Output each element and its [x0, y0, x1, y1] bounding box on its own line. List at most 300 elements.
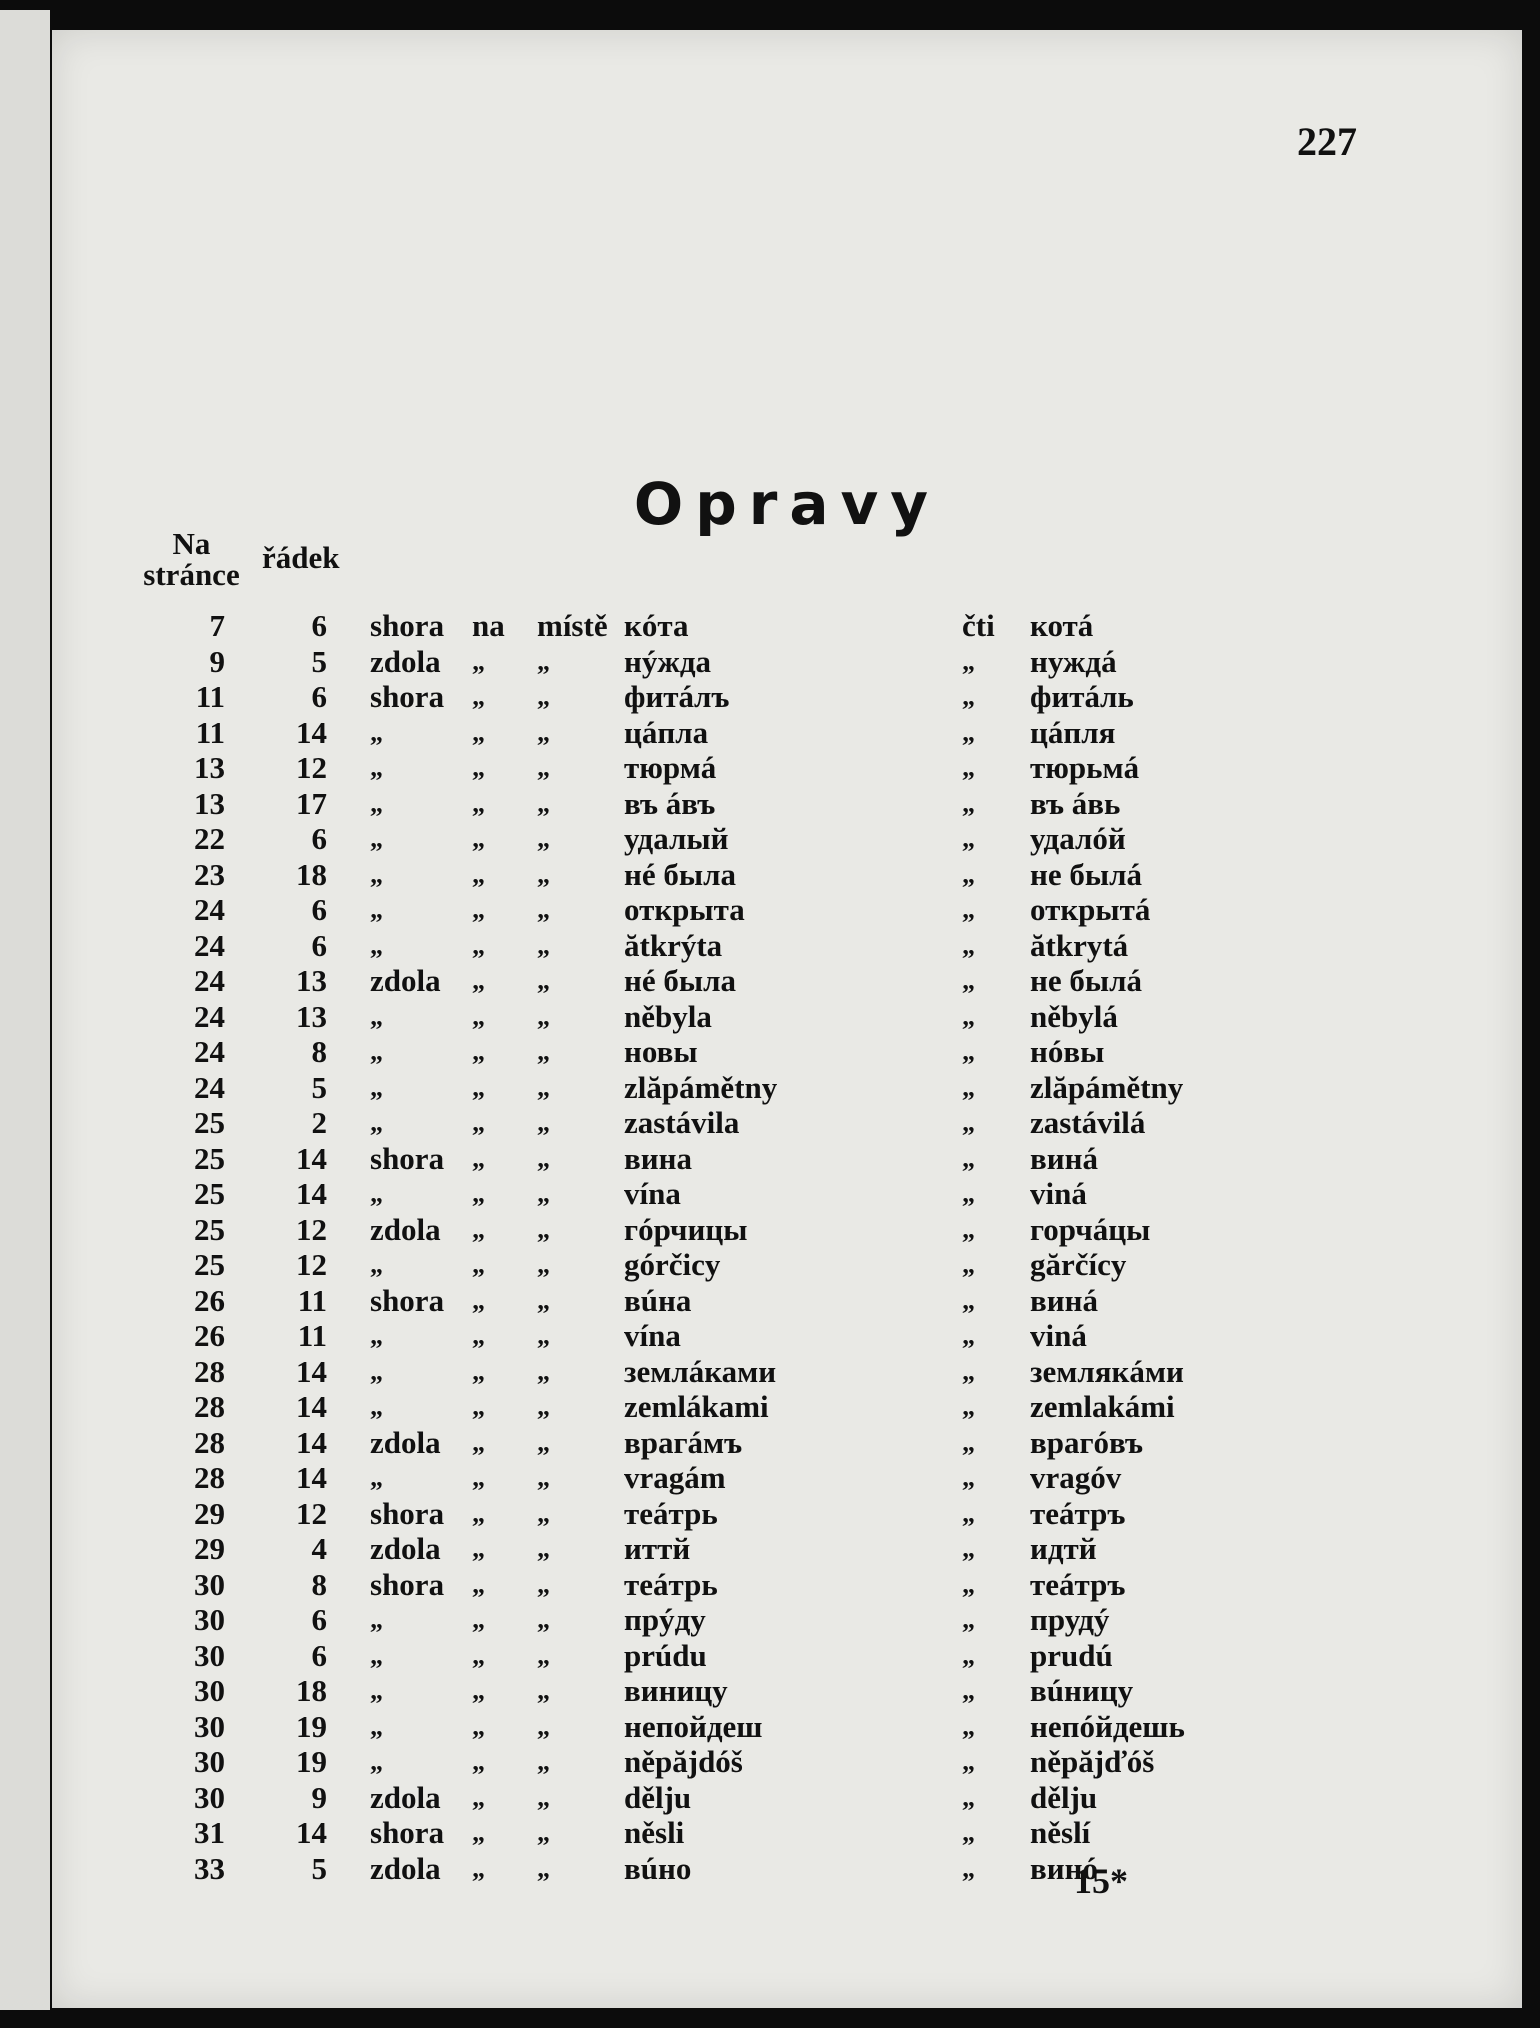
row-line: 12: [296, 1211, 327, 1247]
row-na: „: [472, 1605, 485, 1634]
row-misto: „: [537, 1250, 550, 1279]
row-correct-text: вúницу: [1030, 1673, 1134, 1708]
row-na: „: [472, 1853, 485, 1883]
row-cti: „: [962, 1285, 975, 1315]
row-cti: „: [962, 1179, 975, 1208]
table-row: [52, 1034, 1522, 1070]
row-direction: „: [370, 717, 383, 747]
page-title: Opravy: [633, 470, 941, 538]
header-page-top: Na: [172, 526, 211, 561]
table-row: [52, 750, 1522, 786]
row-direction: shora: [370, 1566, 445, 1602]
row-correct-text: нóвы: [1030, 1034, 1105, 1069]
row-line: 11: [297, 1318, 327, 1353]
row-line: 6: [311, 927, 327, 963]
row-misto: „: [537, 1392, 550, 1421]
row-wrong-text: цáпла: [624, 714, 709, 750]
table-row: [52, 1070, 1522, 1106]
row-wrong-text: vína: [624, 1176, 681, 1211]
row-correct-text: zastávilá: [1030, 1105, 1146, 1140]
row-na: „: [472, 1782, 485, 1812]
row-wrong-text: нé была: [624, 856, 736, 892]
row-misto: „: [537, 1427, 550, 1457]
row-line: 14: [296, 1353, 327, 1389]
document-page: [52, 30, 1522, 2008]
row-direction: „: [370, 1676, 383, 1705]
row-page: 25: [194, 1247, 225, 1282]
row-misto: „: [537, 1108, 550, 1137]
row-misto: „: [537, 1818, 550, 1847]
table-row: [52, 857, 1522, 893]
row-correct-text: ătkrytá: [1030, 927, 1129, 963]
table-row: [52, 1567, 1522, 1603]
table-row: [52, 1283, 1522, 1319]
row-wrong-text: тюрмá: [624, 750, 717, 785]
row-misto: „: [537, 753, 550, 782]
row-na: „: [472, 1569, 485, 1599]
row-na: „: [472, 1321, 485, 1350]
row-na: „: [472, 1676, 485, 1705]
header-line-column: řádek: [262, 540, 340, 575]
row-wrong-text: zlăpámětny: [624, 1069, 778, 1105]
row-page: 30: [194, 1602, 225, 1637]
row-correct-text: фитáль: [1030, 679, 1134, 714]
table-row: [52, 1105, 1522, 1141]
row-correct-text: gărčícy: [1030, 1247, 1127, 1282]
row-wrong-text: zemlákami: [624, 1389, 769, 1424]
row-correct-text: цáпля: [1030, 714, 1116, 750]
row-line: 14: [296, 1389, 327, 1424]
row-misto: „: [537, 1534, 550, 1563]
row-wrong-text: вúно: [624, 1850, 692, 1886]
row-page: 30: [194, 1744, 225, 1779]
row-na: „: [472, 682, 485, 711]
row-na: „: [472, 1250, 485, 1279]
table-row: [52, 1638, 1522, 1674]
table-row: [52, 1709, 1522, 1745]
row-direction: „: [370, 788, 383, 818]
row-cti: „: [962, 1108, 975, 1137]
row-wrong-text: prúdu: [624, 1637, 707, 1673]
row-direction: shora: [370, 1282, 445, 1318]
row-direction: „: [370, 1640, 383, 1670]
signature-mark: 15*: [1074, 1861, 1128, 1901]
row-wrong-text: фитáлъ: [624, 679, 730, 714]
row-misto: „: [537, 1214, 550, 1244]
row-na: „: [472, 1498, 485, 1528]
table-row: [52, 928, 1522, 964]
row-correct-text: теáтръ: [1030, 1495, 1126, 1531]
row-direction: zdola: [370, 1850, 441, 1886]
row-wrong-text: vína: [624, 1318, 681, 1353]
row-page: 33: [194, 1850, 225, 1886]
row-page: 30: [194, 1708, 225, 1744]
row-correct-text: землякáми: [1030, 1353, 1184, 1389]
row-direction: „: [370, 1072, 383, 1102]
row-na: „: [472, 1001, 485, 1031]
row-page: 25: [194, 1105, 225, 1140]
row-wrong-text: vragám: [624, 1460, 726, 1495]
row-misto: „: [537, 859, 550, 889]
row-na: „: [472, 646, 485, 676]
adjacent-page-edge: [0, 10, 50, 2010]
table-row: [52, 1673, 1522, 1709]
page-number: 227: [1297, 119, 1357, 164]
row-direction: „: [370, 1605, 383, 1634]
header-page-bottom: stránce: [143, 557, 240, 592]
table-row: [52, 1851, 1522, 1887]
row-misto: „: [537, 1569, 550, 1599]
row-line: 6: [311, 821, 327, 856]
table-row: [52, 1354, 1522, 1390]
row-line: 5: [311, 643, 327, 679]
row-misto: „: [537, 1676, 550, 1705]
row-direction: „: [370, 1711, 383, 1741]
row-page: 24: [194, 892, 225, 927]
row-line: 6: [311, 608, 327, 643]
row-cti: „: [962, 1711, 975, 1741]
row-cti: „: [962, 1640, 975, 1670]
table-row: [52, 1744, 1522, 1780]
row-misto: „: [537, 1285, 550, 1315]
row-direction: „: [370, 1179, 383, 1208]
row-wrong-text: новы: [624, 1034, 698, 1069]
table-row: [52, 1212, 1522, 1248]
row-misto: „: [537, 717, 550, 747]
row-line: 12: [296, 750, 327, 785]
row-page: 25: [194, 1211, 225, 1247]
row-misto: „: [537, 1001, 550, 1031]
row-page: 30: [194, 1637, 225, 1673]
row-misto: „: [537, 1463, 550, 1492]
row-line: 8: [311, 1034, 327, 1069]
row-cti: „: [962, 1782, 975, 1812]
row-misto: „: [537, 824, 550, 853]
row-page: 11: [195, 679, 225, 714]
table-row: [52, 1176, 1522, 1212]
row-page: 7: [209, 608, 225, 643]
row-cti: „: [962, 717, 975, 747]
row-correct-text: zemlakámi: [1030, 1389, 1175, 1424]
row-correct-text: vragóv: [1030, 1460, 1122, 1495]
row-line: 14: [296, 1140, 327, 1176]
row-cti: „: [962, 646, 975, 676]
errata-table: [52, 608, 1522, 1886]
table-row: [52, 963, 1522, 999]
row-na: „: [472, 1534, 485, 1563]
row-page: 9: [209, 643, 225, 679]
row-line: 13: [296, 998, 327, 1034]
row-direction: zdola: [370, 963, 441, 998]
row-correct-text: zlăpámětny: [1030, 1069, 1184, 1105]
row-direction: zdola: [370, 1211, 441, 1247]
row-page: 13: [194, 750, 225, 785]
row-line: 14: [296, 1815, 327, 1850]
table-row: [52, 679, 1522, 715]
row-page: 24: [194, 1069, 225, 1105]
row-wrong-text: виницу: [624, 1673, 728, 1708]
row-na: „: [472, 1463, 485, 1492]
row-page: 31: [194, 1815, 225, 1850]
row-misto: „: [537, 1747, 550, 1776]
row-direction: „: [370, 1250, 383, 1279]
table-row: [52, 786, 1522, 822]
table-row: [52, 1602, 1522, 1638]
row-misto: „: [537, 1037, 550, 1066]
row-na: „: [472, 1392, 485, 1421]
row-page: 22: [194, 821, 225, 856]
row-cti: „: [962, 1001, 975, 1031]
table-row: [52, 892, 1522, 928]
row-cti: „: [962, 1392, 975, 1421]
row-page: 30: [194, 1566, 225, 1602]
row-line: 6: [311, 679, 327, 714]
row-page: 29: [194, 1495, 225, 1531]
row-correct-text: удалóй: [1030, 821, 1126, 856]
table-row: [52, 1389, 1522, 1425]
row-na: „: [472, 1214, 485, 1244]
row-misto: „: [537, 788, 550, 818]
row-page: 25: [194, 1176, 225, 1211]
row-cti: „: [962, 859, 975, 889]
row-page: 29: [194, 1531, 225, 1566]
row-page: 24: [194, 927, 225, 963]
row-page: 25: [194, 1140, 225, 1176]
table-row: [52, 715, 1522, 751]
row-na: „: [472, 824, 485, 853]
row-misto: „: [537, 966, 550, 995]
row-correct-text: něbylá: [1030, 998, 1118, 1034]
row-na: „: [472, 1072, 485, 1102]
row-cti: „: [962, 930, 975, 960]
row-direction: shora: [370, 679, 445, 714]
row-line: 6: [311, 892, 327, 927]
row-wrong-text: něbyla: [624, 998, 712, 1034]
row-direction: shora: [370, 1815, 445, 1850]
row-page: 30: [194, 1779, 225, 1815]
row-na: „: [472, 1179, 485, 1208]
row-direction: „: [370, 1037, 383, 1066]
row-line: 4: [311, 1531, 327, 1566]
row-na: „: [472, 1037, 485, 1066]
row-direction: „: [370, 1392, 383, 1421]
row-wrong-text: dělju: [624, 1779, 692, 1815]
row-page: 28: [194, 1389, 225, 1424]
row-wrong-text: прýду: [624, 1602, 706, 1637]
row-wrong-text: въ áвъ: [624, 785, 716, 821]
row-line: 14: [296, 1424, 327, 1460]
row-misto: „: [537, 1605, 550, 1634]
row-na: na: [472, 608, 505, 643]
row-cti: „: [962, 1818, 975, 1847]
row-wrong-text: теáтрь: [624, 1495, 718, 1531]
row-na: „: [472, 1640, 485, 1670]
row-na: „: [472, 930, 485, 960]
row-line: 2: [311, 1105, 327, 1140]
row-correct-text: непóйдешь: [1030, 1708, 1185, 1744]
row-cti: „: [962, 788, 975, 818]
row-page: 24: [194, 963, 225, 998]
row-correct-text: něpăjďóš: [1030, 1744, 1155, 1779]
row-wrong-text: землáками: [624, 1353, 777, 1389]
row-misto: „: [537, 1782, 550, 1812]
row-cti: „: [962, 1498, 975, 1528]
row-cti: „: [962, 1321, 975, 1350]
row-wrong-text: вúна: [624, 1282, 692, 1318]
row-correct-text: винá: [1030, 1282, 1098, 1318]
row-na: „: [472, 966, 485, 995]
row-page: 24: [194, 1034, 225, 1069]
row-misto: „: [537, 1853, 550, 1883]
row-wrong-text: удалый: [624, 821, 729, 856]
row-cti: čti: [962, 608, 995, 643]
row-misto: „: [537, 930, 550, 960]
row-misto: „: [537, 1640, 550, 1670]
row-cti: „: [962, 1463, 975, 1492]
row-na: „: [472, 1818, 485, 1847]
row-na: „: [472, 1356, 485, 1386]
row-na: „: [472, 1711, 485, 1741]
row-direction: zdola: [370, 1779, 441, 1815]
row-correct-text: въ áвь: [1030, 785, 1121, 821]
row-misto: místě: [537, 608, 608, 643]
row-na: „: [472, 895, 485, 924]
row-na: „: [472, 859, 485, 889]
row-correct-text: нуждá: [1030, 643, 1117, 679]
row-correct-text: něslí: [1030, 1815, 1091, 1850]
row-wrong-text: теáтрь: [624, 1566, 718, 1602]
row-correct-text: prudú: [1030, 1637, 1113, 1673]
row-direction: „: [370, 859, 383, 889]
row-correct-text: теáтръ: [1030, 1566, 1126, 1602]
row-line: 14: [296, 1176, 327, 1211]
row-line: 6: [311, 1637, 327, 1673]
row-direction: shora: [370, 608, 445, 643]
row-page: 28: [194, 1460, 225, 1495]
table-row: [52, 644, 1522, 680]
row-line: 14: [296, 1460, 327, 1495]
row-wrong-text: górčicy: [624, 1247, 721, 1282]
row-direction: shora: [370, 1140, 445, 1176]
row-cti: „: [962, 1605, 975, 1634]
row-misto: „: [537, 682, 550, 711]
table-row: [52, 1425, 1522, 1461]
row-misto: „: [537, 1356, 550, 1386]
row-na: „: [472, 1143, 485, 1173]
row-cti: „: [962, 966, 975, 995]
row-wrong-text: кóта: [624, 608, 689, 643]
row-line: 13: [296, 963, 327, 998]
row-wrong-text: вина: [624, 1140, 692, 1176]
row-wrong-text: zastávila: [624, 1105, 740, 1140]
row-direction: „: [370, 1463, 383, 1492]
table-row: [52, 821, 1522, 857]
row-line: 14: [296, 714, 327, 750]
row-page: 26: [194, 1282, 225, 1318]
row-line: 17: [296, 785, 327, 821]
row-direction: „: [370, 1747, 383, 1776]
row-cti: „: [962, 1214, 975, 1244]
row-direction: „: [370, 1108, 383, 1137]
row-direction: „: [370, 930, 383, 960]
row-page: 23: [194, 856, 225, 892]
row-wrong-text: непойдеш: [624, 1708, 763, 1744]
row-na: „: [472, 1285, 485, 1315]
row-correct-text: viná: [1030, 1318, 1087, 1353]
row-misto: „: [537, 1143, 550, 1173]
row-line: 11: [297, 1282, 327, 1318]
row-cti: „: [962, 824, 975, 853]
row-direction: shora: [370, 1495, 445, 1531]
table-row: [52, 1247, 1522, 1283]
row-misto: „: [537, 1072, 550, 1102]
row-page: 26: [194, 1318, 225, 1353]
row-misto: „: [537, 1321, 550, 1350]
row-wrong-text: нýжда: [624, 643, 712, 679]
row-cti: „: [962, 753, 975, 782]
table-row: [52, 1496, 1522, 1532]
row-page: 24: [194, 998, 225, 1034]
row-cti: „: [962, 1356, 975, 1386]
row-na: „: [472, 717, 485, 747]
row-misto: „: [537, 1179, 550, 1208]
row-line: 6: [311, 1602, 327, 1637]
row-cti: „: [962, 682, 975, 711]
row-correct-text: винá: [1030, 1140, 1098, 1176]
row-na: „: [472, 753, 485, 782]
row-wrong-text: něpăjdóš: [624, 1744, 743, 1779]
row-wrong-text: něsli: [624, 1815, 685, 1850]
row-line: 12: [296, 1247, 327, 1282]
row-line: 12: [296, 1495, 327, 1531]
row-wrong-text: открыта: [624, 892, 745, 927]
row-wrong-text: гóрчицы: [624, 1211, 748, 1247]
row-page: 11: [195, 714, 225, 750]
row-na: „: [472, 1747, 485, 1776]
row-page: 28: [194, 1353, 225, 1389]
table-row: [52, 1318, 1522, 1354]
row-correct-text: viná: [1030, 1176, 1087, 1211]
row-correct-text: котá: [1030, 608, 1094, 643]
row-direction: „: [370, 1321, 383, 1350]
row-misto: „: [537, 895, 550, 924]
row-correct-text: открытá: [1030, 892, 1151, 927]
row-na: „: [472, 788, 485, 818]
row-cti: „: [962, 1569, 975, 1599]
row-line: 19: [296, 1708, 327, 1744]
row-cti: „: [962, 1853, 975, 1883]
row-correct-text: прудý: [1030, 1602, 1110, 1637]
row-line: 9: [311, 1779, 327, 1815]
row-correct-text: горчáцы: [1030, 1211, 1151, 1247]
row-line: 18: [296, 1673, 327, 1708]
row-direction: zdola: [370, 643, 441, 679]
row-misto: „: [537, 1711, 550, 1741]
row-wrong-text: ătkrýta: [624, 927, 723, 963]
row-line: 19: [296, 1744, 327, 1779]
row-line: 8: [311, 1566, 327, 1602]
row-direction: „: [370, 753, 383, 782]
row-cti: „: [962, 1427, 975, 1457]
table-row: [52, 1141, 1522, 1177]
row-correct-text: врагóвъ: [1030, 1424, 1144, 1460]
row-misto: „: [537, 1498, 550, 1528]
row-direction: „: [370, 824, 383, 853]
row-direction: zdola: [370, 1531, 441, 1566]
table-row: [52, 999, 1522, 1035]
table-row: [52, 608, 1522, 644]
row-cti: „: [962, 1250, 975, 1279]
